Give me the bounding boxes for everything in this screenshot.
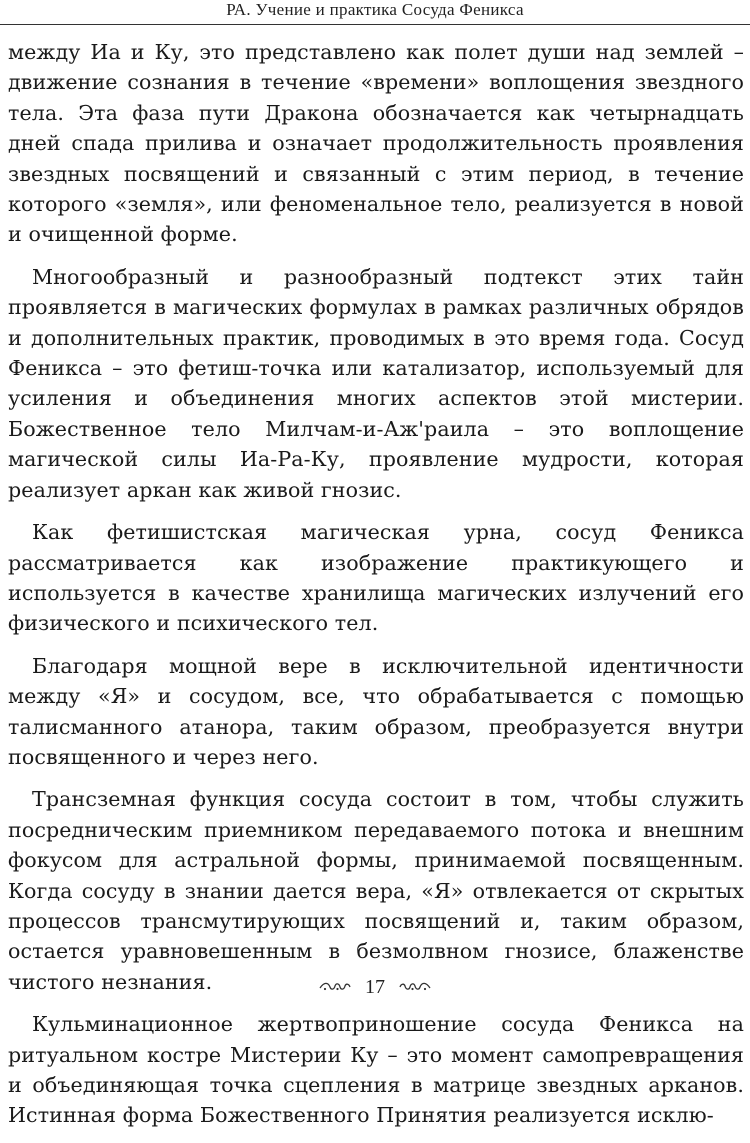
running-title: РА. Учение и практика Сосуда Феникса xyxy=(226,0,524,19)
page-footer xyxy=(0,974,750,999)
paragraph: Трансземная функция сосуда состоит в том, чтобы служить посредническим приемником передаваемого потока и внешним фокусом для астральной формы, принимаемой посвященным. Когда сосуду в знании дается вера, «Я» отвлекается от скрытых процессов трансмутирующих посвящений и, таким образом, остается уравновешенным в безмолвном гнозисе, блаженстве чистого незнания. xyxy=(8,787,744,994)
page-number: 17 xyxy=(365,976,385,999)
header-rule xyxy=(0,24,750,25)
vine-ornament-icon xyxy=(318,975,352,999)
paragraph: Как фетишистская магическая урна, сосуд Феникса рассматривается как изображение практикующего и используется в качестве хранилища магических излучений его физического и психического тел. xyxy=(8,520,744,636)
paragraph-continued: между Иа и Ку, это представлено как полет души над землей – движение сознания в течение «времени» воплощения звездного тела. Эта фаза пути Дракона обозначается как четырнадцать дней спада прилива и означает продолжительность проявления звездных посвящений и связанный с этим период, в течение которого «земля», или феноменальное тело, реализуется в новой и очищенной форме. xyxy=(8,40,744,247)
running-head xyxy=(0,0,750,30)
vine-ornament-icon xyxy=(398,975,432,999)
paragraph: Благодаря мощной вере в исключительной идентичности между «Я» и сосудом, все, что обрабатывается с помощью талисманного атанора, таким образом, преобразуется внутри посвященного и через него. xyxy=(8,653,744,769)
paragraph: Кульминационное жертвоприношение сосуда Феникса на ритуальном костре Мистерии Ку – это момент самопревращения и объединяющая точка сцепления в матрице звездных арканов. Истинная форма Божественного Принятия реализуется исклю- xyxy=(8,1012,744,1128)
paragraph: Многообразный и разнообразный подтекст этих тайн проявляется в магических формулах в рамках различных обрядов и дополнительных практик, проводимых в это время года. Сосуд Феникса – это фетиш-точка или катализатор, используемый для усиления и объединения многих аспектов этой мистерии. Божественное тело Милчам-и-Аж'раила – это воплощение магической силы Иа-Ра-Ку, проявление мудрости, которая реализует аркан как живой гнозис. xyxy=(8,264,744,502)
